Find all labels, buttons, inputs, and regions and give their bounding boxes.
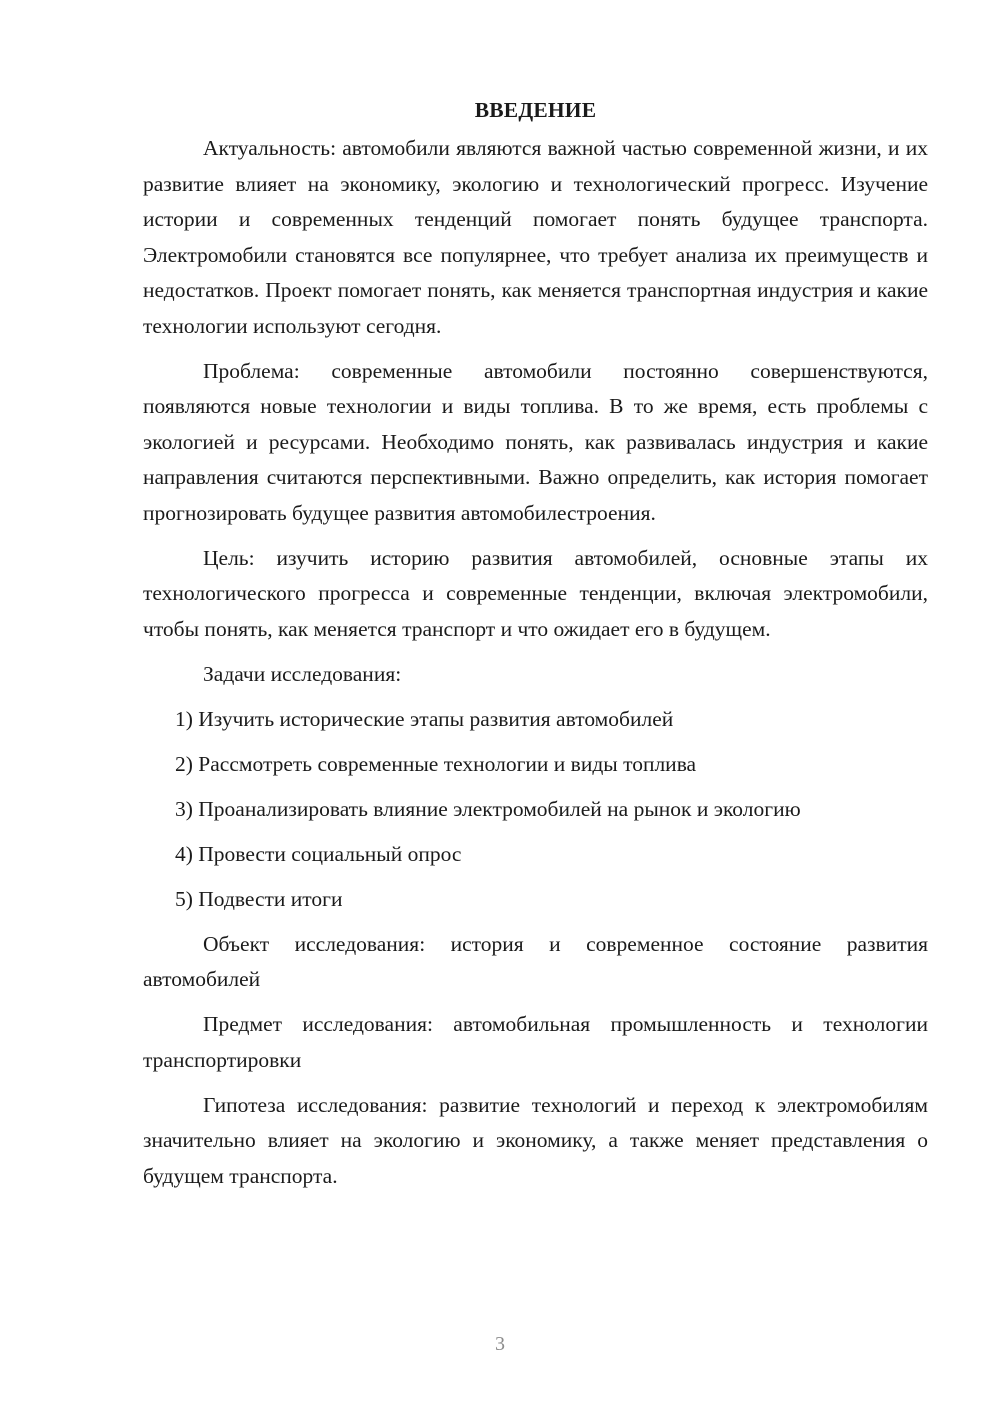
task-item: 2) Рассмотреть современные технологии и виды топлива [175, 751, 697, 776]
research-subject-paragraph: Предмет исследования: автомобильная промышленность и технологии транспортировки [143, 1012, 928, 1072]
page-number: 3 [495, 1333, 505, 1355]
relevance-paragraph: Актуальность: автомобили являются важной частью современной жизни, и их развитие влияет на экономику, экологию и технологический прогресс. Изучение истории и современных тенденций помогает понять будущее транспорта. Электромобили становятся все популярнее, что требует анализа их преимуществ и недостатков. Проект помогает понять, как меняется транспортная индустрия и какие технологии используют сегодня. [143, 136, 928, 338]
goal-paragraph: Цель: изучить историю развития автомобилей, основные этапы их технологического прогресса и современные тенденции, включая электромобили, чтобы понять, как меняется транспорт и что ожидает его в будущем. [143, 545, 928, 641]
task-item: 4) Провести социальный опрос [175, 841, 462, 866]
problem-paragraph: Проблема: современные автомобили постоянно совершенствуются, появляются новые технологии и виды топлива. В то же время, есть проблемы с экологией и ресурсами. Необходимо понять, как развивалась индустрия и какие направления считаются перспективными. Важно определить, как история помогает прогнозировать будущее развития автомобилестроения. [143, 358, 928, 525]
tasks-heading: Задачи исследования: [203, 661, 402, 686]
research-object-paragraph: Объект исследования: история и современное состояние развития автомобилей [143, 931, 928, 991]
task-item: 5) Подвести итоги [175, 886, 343, 911]
task-item: 1) Изучить исторические этапы развития автомобилей [175, 706, 674, 731]
task-item: 3) Проанализировать влияние электромобилей на рынок и экологию [175, 796, 801, 821]
tasks-list [143, 702, 928, 918]
document-page [143, 96, 928, 1204]
research-hypothesis-paragraph: Гипотеза исследования: развитие технологий и переход к электромобилям значительно влияет на экологию и экономику, а также меняет представления о будущем транспорта. [143, 1092, 928, 1188]
page-title: ВВЕДЕНИЕ [474, 98, 597, 122]
